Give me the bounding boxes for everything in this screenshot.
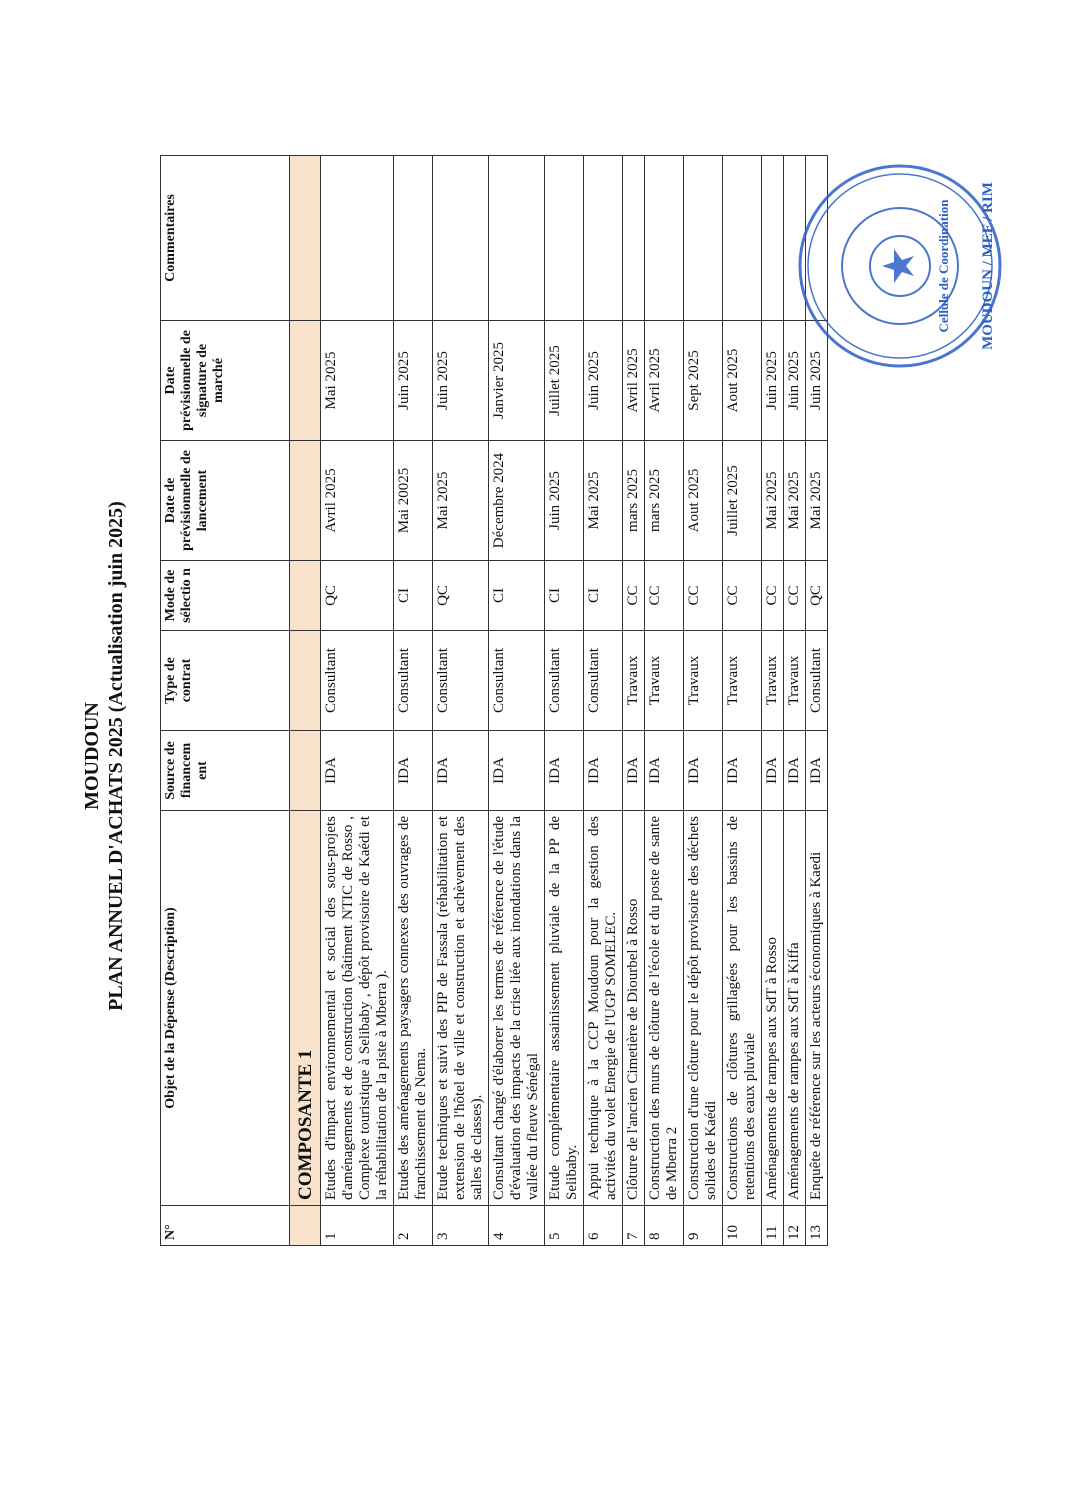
cell-date-launch: Juin 2025: [545, 441, 584, 561]
cell-description: Etudes des aménagements paysagers connexes des ouvrages de franchissement de Nema.: [394, 811, 433, 1206]
cell-description: Construction des murs de clôture de l'école et du poste de sante de Mberra 2: [645, 811, 684, 1206]
cell-date-sign: Juin 2025: [784, 321, 806, 441]
cell-date-launch: Mai 2025: [784, 441, 806, 561]
cell-source: IDA: [806, 731, 828, 811]
cell-num: 6: [584, 1206, 623, 1246]
cell-source: IDA: [489, 731, 545, 811]
cell-type: Travaux: [784, 631, 806, 731]
cell-date-launch: Avril 2025: [321, 441, 394, 561]
table-row: [489, 156, 545, 1246]
cell-date-sign: Aout 2025: [723, 321, 762, 441]
header-num: N°: [161, 1206, 290, 1246]
cell-comments: [545, 156, 584, 321]
cell-source: IDA: [433, 731, 489, 811]
table-row: [645, 156, 684, 1246]
cell-date-sign: Avril 2025: [645, 321, 684, 441]
cell-num: 4: [489, 1206, 545, 1246]
cell-mode: CI: [489, 561, 545, 631]
cell-description: Appui technique à la CCP Moudoun pour la gestion des activités du volet Energie de l'UGP SOMELEC.: [584, 811, 623, 1206]
cell-description: Etude techniques et suivi des PIP de Fassala (réhabilitation et extension de l'hôtel de ville et construction et achèvement des salles de classes).: [433, 811, 489, 1206]
procurement-table: [160, 155, 828, 1246]
cell-source: IDA: [623, 731, 645, 811]
header-date-sign: Date prévisionnelle de signature de marché: [161, 321, 290, 441]
header-description: Objet de la Dépense (Description): [161, 811, 290, 1206]
cell-type: Travaux: [645, 631, 684, 731]
cell-mode: CI: [545, 561, 584, 631]
cell-source: IDA: [784, 731, 806, 811]
cell-description: Enquête de référence sur les acteurs économiques à Kaedi: [806, 811, 828, 1206]
cell-num: 9: [684, 1206, 723, 1246]
cell-description: Aménagements de rampes aux SdT à Rosso: [762, 811, 784, 1206]
cell-date-launch: Décembre 2024: [489, 441, 545, 561]
cell-comments: [762, 156, 784, 321]
table-row: [584, 156, 623, 1246]
cell-comments: [394, 156, 433, 321]
cell-num: 7: [623, 1206, 645, 1246]
cell-mode: CC: [623, 561, 645, 631]
cell-date-launch: Mai 20025: [394, 441, 433, 561]
cell-description: Consultant chargé d'élaborer les termes de référence de l'étude d'évaluation des impacts de la crise liée aux inondations dans la vallée du fleuve Sénégal: [489, 811, 545, 1206]
table-row: [723, 156, 762, 1246]
cell-mode: QC: [806, 561, 828, 631]
cell-type: Consultant: [321, 631, 394, 731]
cell-date-sign: Juillet 2025: [545, 321, 584, 441]
cell-date-launch: Mai 2025: [762, 441, 784, 561]
cell-description: Clôture de l'ancien Cimetière de Diourbel à Rosso: [623, 811, 645, 1206]
cell-source: IDA: [723, 731, 762, 811]
cell-date-sign: Janvier 2025: [489, 321, 545, 441]
cell-num: 10: [723, 1206, 762, 1246]
header-source: Source de financem ent: [161, 731, 290, 811]
table-body: [290, 156, 828, 1246]
cell-num: 11: [762, 1206, 784, 1246]
cell-mode: CC: [784, 561, 806, 631]
cell-date-sign: Juin 2025: [394, 321, 433, 441]
cell-num: 1: [321, 1206, 394, 1246]
cell-type: Travaux: [723, 631, 762, 731]
table-row: [433, 156, 489, 1246]
cell-comments: [684, 156, 723, 321]
cell-type: Consultant: [394, 631, 433, 731]
cell-comments: [623, 156, 645, 321]
cell-comments: [584, 156, 623, 321]
cell-type: Consultant: [433, 631, 489, 731]
cell-type: Travaux: [623, 631, 645, 731]
cell-description: Construction d'une clôture pour le dépôt provisoire des déchets solides de Kaédi: [684, 811, 723, 1206]
table-row: [545, 156, 584, 1246]
cell-comments: [489, 156, 545, 321]
cell-source: IDA: [684, 731, 723, 811]
cell-comments: [723, 156, 762, 321]
cell-mode: CC: [723, 561, 762, 631]
cell-num: 8: [645, 1206, 684, 1246]
header-date-launch: Date de prévisionnelle de lancement: [161, 441, 290, 561]
header-mode: Mode de sélectio n: [161, 561, 290, 631]
header-comments: Commentaires: [161, 156, 290, 321]
cell-date-sign: Juin 2025: [584, 321, 623, 441]
cell-type: Consultant: [545, 631, 584, 731]
cell-source: IDA: [584, 731, 623, 811]
header-row: [161, 156, 290, 1246]
cell-date-sign: Juin 2025: [762, 321, 784, 441]
cell-num: 12: [784, 1206, 806, 1246]
cell-mode: CI: [394, 561, 433, 631]
cell-date-launch: Aout 2025: [684, 441, 723, 561]
cell-date-launch: Juillet 2025: [723, 441, 762, 561]
cell-date-launch: mars 2025: [645, 441, 684, 561]
section-label: COMPOSANTE 1: [290, 811, 321, 1206]
cell-date-sign: Avril 2025: [623, 321, 645, 441]
cell-date-launch: Mai 2025: [433, 441, 489, 561]
cell-mode: CC: [762, 561, 784, 631]
cell-description: Etude complémentaire assainissement pluviale de la PP de Selibaby.: [545, 811, 584, 1206]
cell-source: IDA: [645, 731, 684, 811]
cell-date-sign: Juin 2025: [433, 321, 489, 441]
cell-comments: [433, 156, 489, 321]
cell-mode: QC: [433, 561, 489, 631]
stamp-text: Cellule de Coordination: [936, 199, 951, 333]
cell-date-sign: Sept 2025: [684, 321, 723, 441]
cell-num: 3: [433, 1206, 489, 1246]
cell-date-launch: Mai 2025: [584, 441, 623, 561]
cell-description: Aménagements de rampes aux SdT à Kiffa: [784, 811, 806, 1206]
header-type: Type de contrat: [161, 631, 290, 731]
document-title-line1: MOUDOUN: [81, 702, 103, 810]
title-block: [80, 226, 128, 1286]
cell-date-launch: mars 2025: [623, 441, 645, 561]
section-row: [290, 156, 321, 1246]
cell-type: Consultant: [489, 631, 545, 731]
cell-source: IDA: [762, 731, 784, 811]
cell-type: Consultant: [806, 631, 828, 731]
stamp-ring-text: MOUDOUN / MEF / RIM: [980, 182, 996, 350]
table-row: [684, 156, 723, 1246]
cell-description: Constructions de clôtures grillagées pour les bassins de retentions des eaux pluviale: [723, 811, 762, 1206]
table-row: [623, 156, 645, 1246]
cell-mode: CC: [684, 561, 723, 631]
cell-date-sign: Mai 2025: [321, 321, 394, 441]
cell-mode: QC: [321, 561, 394, 631]
table-row: [762, 156, 784, 1246]
cell-type: Travaux: [684, 631, 723, 731]
cell-num: 2: [394, 1206, 433, 1246]
cell-comments: [321, 156, 394, 321]
cell-source: IDA: [394, 731, 433, 811]
cell-source: IDA: [321, 731, 394, 811]
cell-mode: CC: [645, 561, 684, 631]
cell-source: IDA: [545, 731, 584, 811]
cell-comments: [645, 156, 684, 321]
official-stamp-icon: [790, 156, 1010, 376]
cell-type: Consultant: [584, 631, 623, 731]
cell-description: Etudes d'impact environnemental et social des sous-projets d'aménagements et de construction (bâtiment NTIC de Rosso , Complexe touristique à Selibaby , dépôt provisoire de Kaédi et la réhabilitation de la piste à Mberra ).: [321, 811, 394, 1206]
table-row: [321, 156, 394, 1246]
cell-num: 5: [545, 1206, 584, 1246]
table-row: [394, 156, 433, 1246]
document-title-line2: PLAN ANNUEL D'ACHATS 2025 (Actualisation juin 2025): [105, 501, 127, 1011]
cell-num: 13: [806, 1206, 828, 1246]
cell-mode: CI: [584, 561, 623, 631]
cell-date-sign: Juin 2025: [806, 321, 828, 441]
cell-type: Travaux: [762, 631, 784, 731]
cell-date-launch: Mai 2025: [806, 441, 828, 561]
